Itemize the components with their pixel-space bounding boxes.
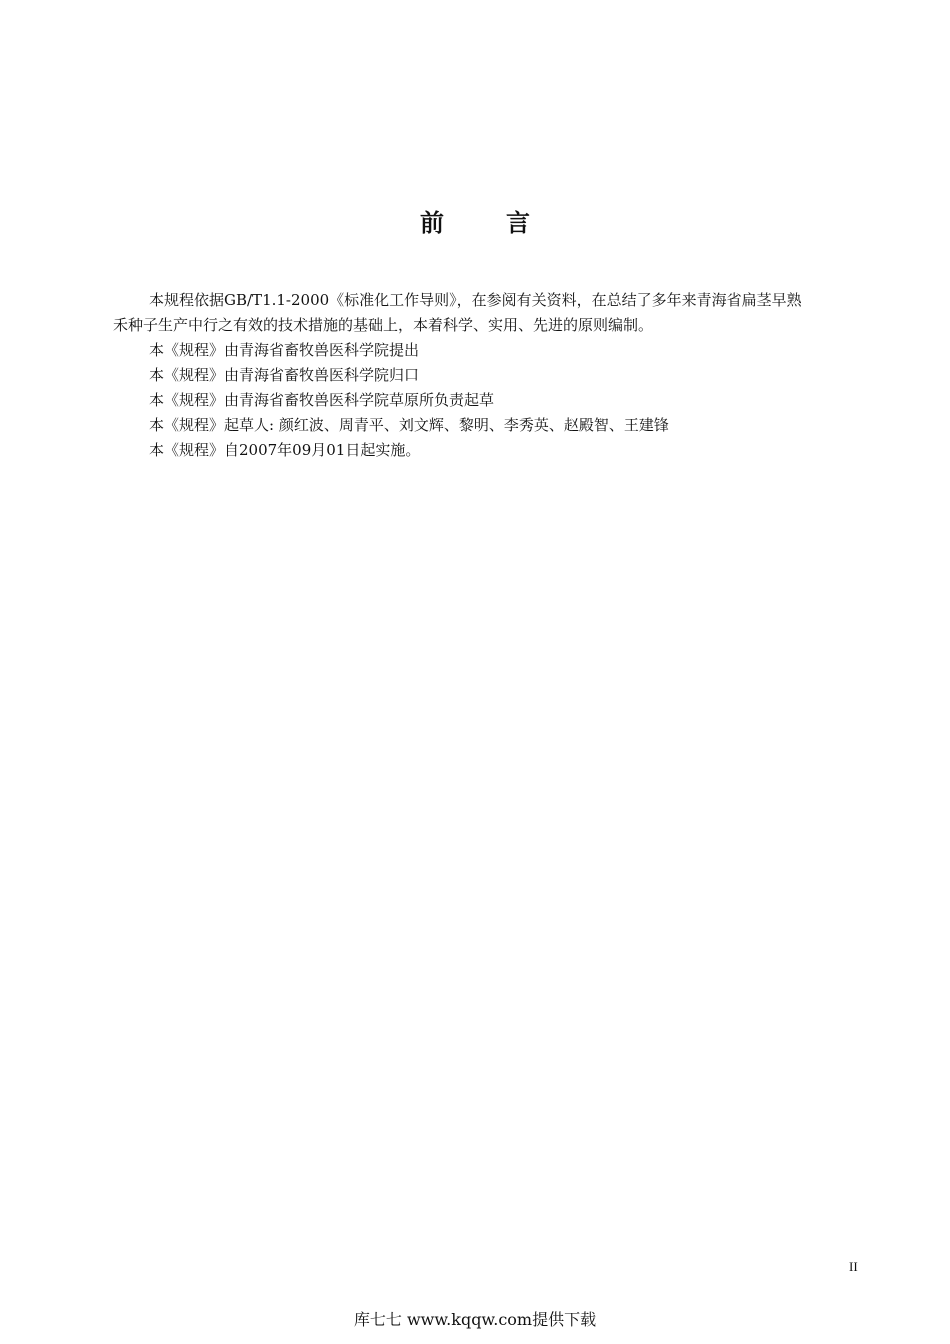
paragraph-basis-line-1: 本规程依据GB/T1.1-2000《标准化工作导则》，在参阅有关资料，在总结了多年来青海省扁茎早熟 xyxy=(149,291,802,309)
paragraph-basis xyxy=(113,288,865,313)
paragraph-basis-line-2: 禾种子生产中行之有效的技术措施的基础上，本着科学、实用、先进的原则编制。 xyxy=(113,316,654,334)
paragraph-drafter-org: 本《规程》由青海省畜牧兽医科学院草原所负责起草 xyxy=(149,391,495,409)
paragraph-drafters: 本《规程》起草人: 颜红波、周青平、刘文辉、黎明、李秀英、赵殿智、王建锋 xyxy=(149,416,669,434)
foreword-body xyxy=(113,288,865,463)
paragraph-effective-date: 本《规程》自2007年09月01日起实施。 xyxy=(149,441,421,459)
paragraph-proposer: 本《规程》由青海省畜牧兽医科学院提出 xyxy=(149,341,420,359)
paragraph-basis-continued xyxy=(113,313,865,338)
title-char-1: 前 xyxy=(420,209,444,237)
paragraph-administrator: 本《规程》由青海省畜牧兽医科学院归口 xyxy=(149,366,420,384)
footer-download-notice: 库七七 www.kqqw.com提供下载 xyxy=(353,1310,597,1329)
title-char-2: 言 xyxy=(506,209,530,237)
page-number: II xyxy=(849,1259,858,1274)
page-title xyxy=(0,203,950,238)
